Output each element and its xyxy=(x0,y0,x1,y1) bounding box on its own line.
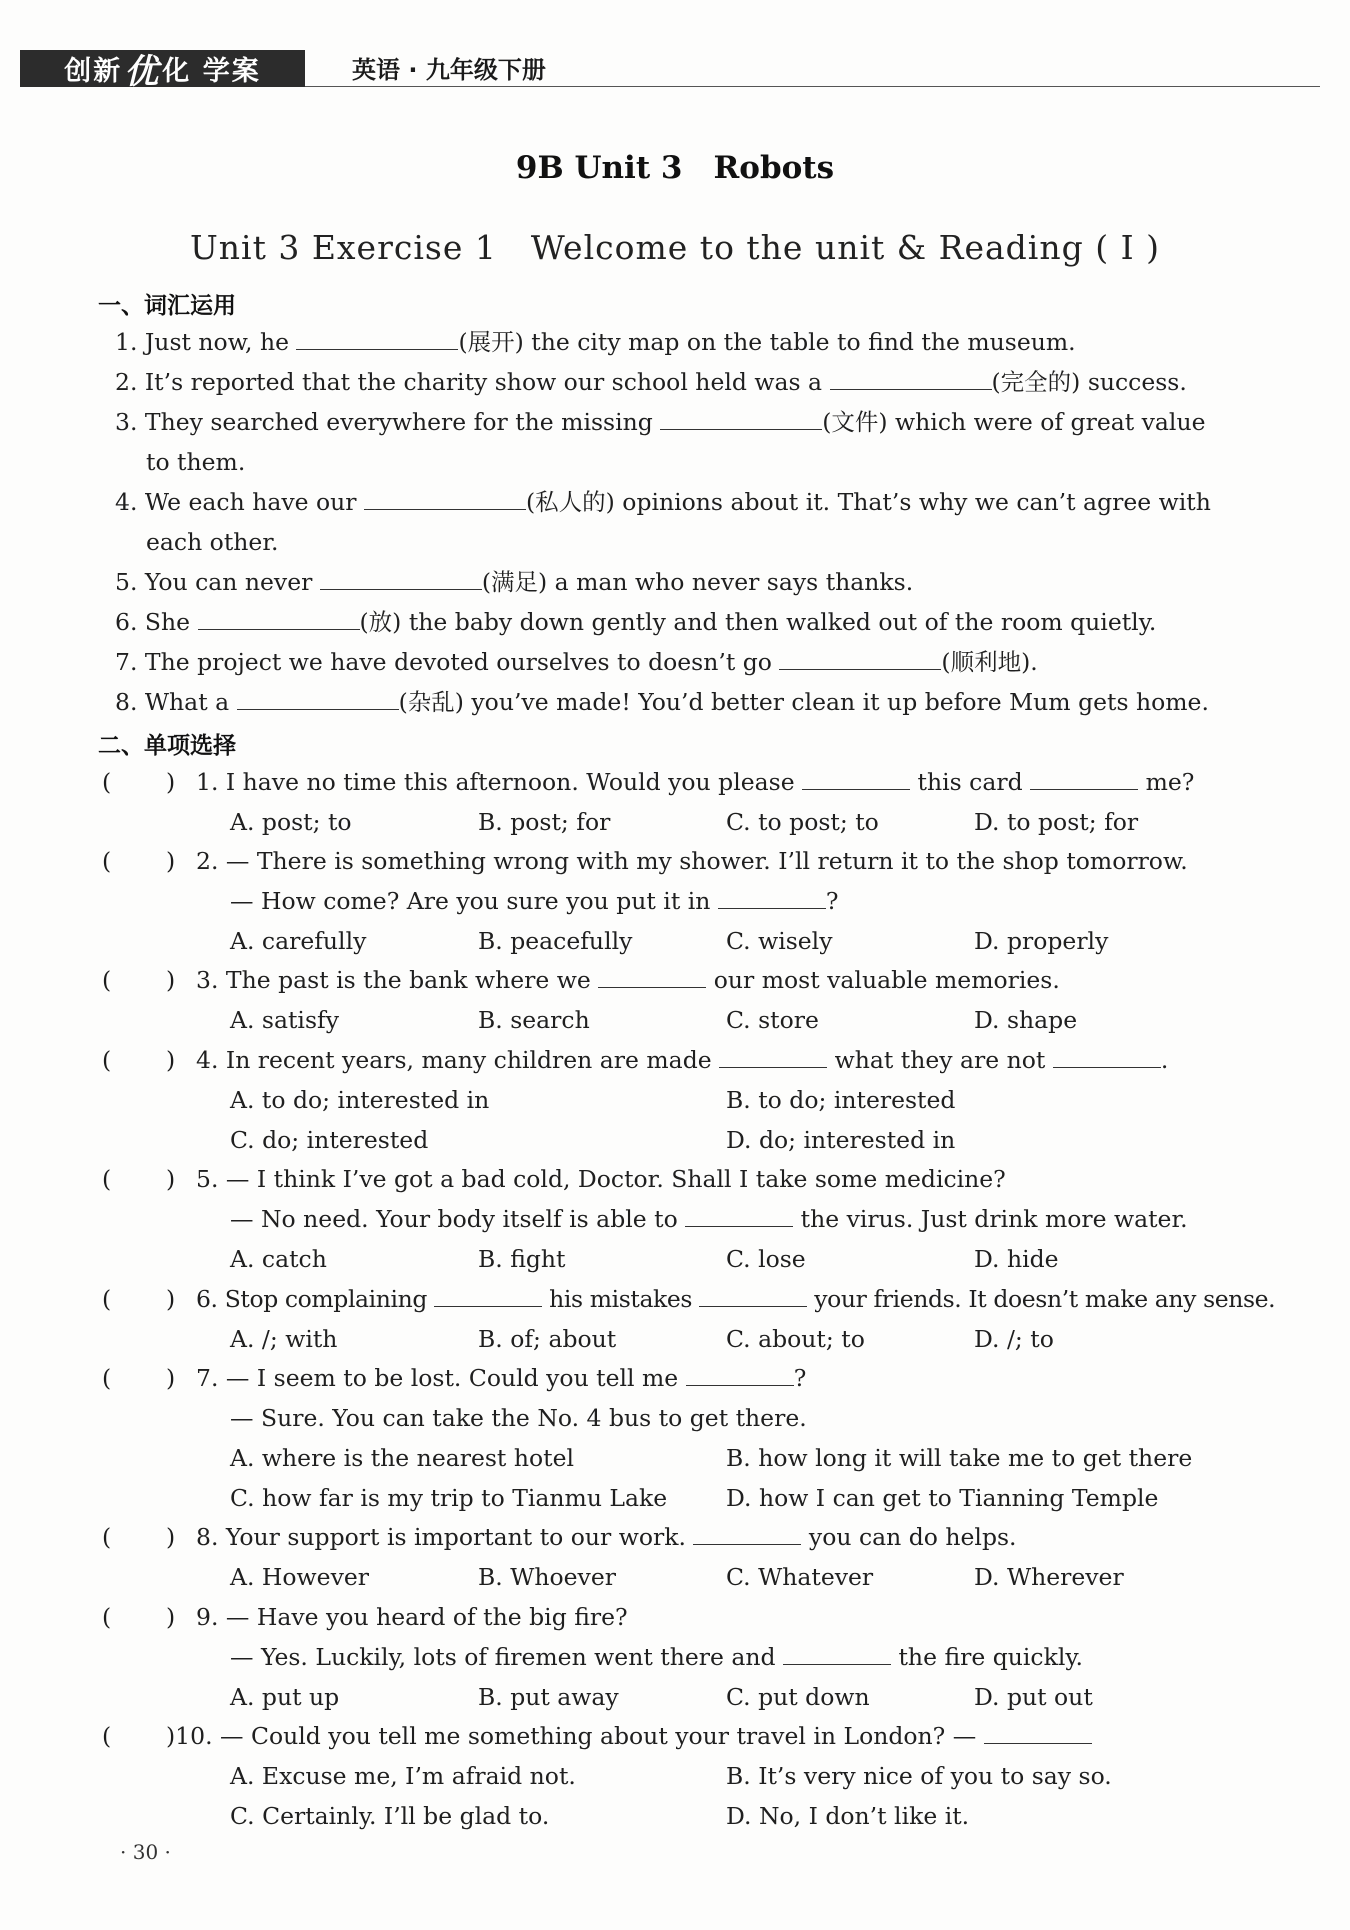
option-c[interactable]: C. store xyxy=(726,1006,819,1034)
mc-question-1 xyxy=(196,767,1194,797)
mc-question-5-line-2 xyxy=(230,1204,1188,1234)
option-a[interactable]: A. where is the nearest hotel xyxy=(230,1444,574,1472)
answer-bracket[interactable] xyxy=(102,1522,175,1552)
question-text: 2. It’s reported that the charity show our school held was a xyxy=(115,368,830,396)
vocab-question-1 xyxy=(115,327,1076,357)
option-a[interactable]: A. However xyxy=(230,1563,369,1591)
question-text: (完全的) success. xyxy=(991,368,1187,396)
option-b[interactable]: B. It’s very nice of you to say so. xyxy=(726,1762,1112,1790)
answer-bracket[interactable] xyxy=(102,965,175,995)
question-number: 5. xyxy=(196,1165,219,1193)
question-text: — Yes. Luckily, lots of firemen went there and xyxy=(230,1643,784,1671)
option-d[interactable]: D. hide xyxy=(974,1245,1059,1273)
answer-blank[interactable] xyxy=(718,886,826,909)
vocab-question-6 xyxy=(115,607,1156,637)
bracket-close: ) xyxy=(166,768,176,796)
mc-question-4 xyxy=(196,1045,1168,1075)
question-text: The past is the bank where we xyxy=(225,966,599,994)
question-number: 3. xyxy=(196,966,219,994)
bracket-close: ) xyxy=(166,1285,176,1313)
mc-question-7-line-2: — Sure. You can take the No. 4 bus to get there. xyxy=(230,1404,807,1432)
answer-blank[interactable] xyxy=(984,1721,1092,1744)
mc-question-9 xyxy=(196,1602,628,1632)
mc-question-9-line-2 xyxy=(230,1642,1083,1672)
option-d[interactable]: D. Wherever xyxy=(974,1563,1124,1591)
bracket-open: ( xyxy=(102,966,112,994)
question-text: 1. Just now, he xyxy=(115,328,297,356)
question-text: — Could you tell me something about your travel in London? — xyxy=(220,1722,984,1750)
question-number: 9. xyxy=(196,1603,219,1631)
mc-question-5 xyxy=(196,1164,1006,1194)
bracket-close: ) xyxy=(166,1603,176,1631)
question-number: 2. xyxy=(196,847,219,875)
page-number: · 30 · xyxy=(120,1840,171,1864)
question-text: the virus. Just drink more water. xyxy=(793,1205,1188,1233)
bracket-open: ( xyxy=(102,1603,112,1631)
question-text: (满足) a man who never says thanks. xyxy=(481,568,914,596)
answer-blank[interactable] xyxy=(719,1045,827,1068)
bracket-open: ( xyxy=(102,1165,112,1193)
answer-blank[interactable] xyxy=(1030,767,1138,790)
answer-blank[interactable] xyxy=(685,1204,793,1227)
answer-bracket[interactable] xyxy=(102,1045,175,1075)
vocab-question-3-continued: to them. xyxy=(146,448,246,476)
answer-blank[interactable] xyxy=(783,1642,891,1665)
question-number: 6. xyxy=(196,1285,218,1313)
question-text: our most valuable memories. xyxy=(706,966,1060,994)
question-text: — Have you heard of the big fire? xyxy=(225,1603,628,1631)
option-a[interactable]: A. post; to xyxy=(230,808,352,836)
vocab-question-7 xyxy=(115,647,1038,677)
question-text: — How come? Are you sure you put it in xyxy=(230,887,718,915)
answer-blank[interactable] xyxy=(802,767,910,790)
mc-question-6 xyxy=(196,1284,1275,1314)
question-text: — I seem to be lost. Could you tell me xyxy=(225,1364,686,1392)
bracket-open: ( xyxy=(102,1285,112,1313)
answer-bracket[interactable] xyxy=(102,1164,175,1194)
question-number: )10. xyxy=(166,1722,213,1750)
vocab-question-2 xyxy=(115,367,1187,397)
question-text: 3. They searched everywhere for the missing xyxy=(115,408,661,436)
question-text: — No need. Your body itself is able to xyxy=(230,1205,686,1233)
option-c[interactable]: C. how far is my trip to Tianmu Lake xyxy=(230,1484,668,1512)
header-subject: 英语 · 九年级下册 xyxy=(352,56,546,84)
option-d[interactable]: D. properly xyxy=(974,927,1109,955)
answer-blank[interactable] xyxy=(237,687,399,710)
option-b[interactable]: B. to do; interested xyxy=(726,1086,956,1114)
option-b[interactable]: B. post; for xyxy=(478,808,611,836)
question-text: (文件) which were of great value xyxy=(822,408,1206,436)
option-c[interactable]: C. do; interested xyxy=(230,1126,429,1154)
answer-blank[interactable] xyxy=(364,487,526,510)
option-a[interactable]: A. put up xyxy=(230,1683,340,1711)
bracket-close: ) xyxy=(166,966,176,994)
exercise-title: Unit 3 Exercise 1 Welcome to the unit & Reading ( Ⅰ ) xyxy=(189,228,1160,267)
question-text: Stop complaining xyxy=(224,1285,435,1313)
section-heading-vocabulary: 一、词汇运用 xyxy=(98,293,236,319)
bracket-open: ( xyxy=(102,1046,112,1074)
answer-blank[interactable] xyxy=(198,607,360,630)
option-d[interactable]: D. to post; for xyxy=(974,808,1139,836)
option-b[interactable]: B. Whoever xyxy=(478,1563,616,1591)
option-d[interactable]: D. do; interested in xyxy=(726,1126,956,1154)
question-text: Your support is important to our work. xyxy=(225,1523,694,1551)
option-a[interactable]: A. /; with xyxy=(230,1325,338,1353)
bracket-close: ) xyxy=(166,847,176,875)
vocab-question-4-continued: each other. xyxy=(146,528,279,556)
vocab-question-8 xyxy=(115,687,1209,717)
bracket-open: ( xyxy=(102,1722,112,1750)
option-c[interactable]: C. Certainly. I’ll be glad to. xyxy=(230,1802,550,1830)
option-c[interactable]: C. Whatever xyxy=(726,1563,874,1591)
option-d[interactable]: D. shape xyxy=(974,1006,1078,1034)
option-b[interactable]: B. peacefully xyxy=(478,927,633,955)
answer-blank[interactable] xyxy=(830,367,992,390)
question-text: (杂乱) you’ve made! You’d better clean it up before Mum gets home. xyxy=(398,688,1209,716)
option-c[interactable]: C. lose xyxy=(726,1245,806,1273)
option-b[interactable]: B. put away xyxy=(478,1683,619,1711)
question-text: (顺利地). xyxy=(941,648,1038,676)
section-heading-multiple-choice: 二、单项选择 xyxy=(98,733,236,759)
question-text: ? xyxy=(825,887,839,915)
question-text: ? xyxy=(793,1364,807,1392)
question-text: — There is something wrong with my shower. I’ll return it to the shop tomorrow. xyxy=(225,847,1188,875)
answer-bracket[interactable] xyxy=(102,1363,175,1393)
answer-bracket[interactable] xyxy=(102,1284,175,1314)
answer-blank[interactable] xyxy=(660,407,822,430)
question-text: In recent years, many children are made xyxy=(225,1046,720,1074)
question-text: 5. You can never xyxy=(115,568,320,596)
answer-blank[interactable] xyxy=(693,1522,801,1545)
answer-blank[interactable] xyxy=(686,1363,794,1386)
option-a[interactable]: A. to do; interested in xyxy=(230,1086,490,1114)
question-number: 4. xyxy=(196,1046,219,1074)
option-a[interactable]: A. catch xyxy=(230,1245,327,1273)
question-text: 4. We each have our xyxy=(115,488,364,516)
bracket-open: ( xyxy=(102,1364,112,1392)
bracket-close: ) xyxy=(166,1165,176,1193)
option-c[interactable]: C. put down xyxy=(726,1683,870,1711)
answer-bracket[interactable] xyxy=(102,767,175,797)
question-text: 8. What a xyxy=(115,688,237,716)
header-divider xyxy=(305,86,1320,87)
question-text: 7. The project we have devoted ourselves to doesn’t go xyxy=(115,648,780,676)
option-c[interactable]: C. to post; to xyxy=(726,808,879,836)
question-text: 6. She xyxy=(115,608,198,636)
vocab-question-4 xyxy=(115,487,1211,517)
question-text: I have no time this afternoon. Would you please xyxy=(225,768,803,796)
option-b[interactable]: B. fight xyxy=(478,1245,566,1273)
option-a[interactable]: A. Excuse me, I’m afraid not. xyxy=(230,1762,576,1790)
option-b[interactable]: B. search xyxy=(478,1006,590,1034)
bracket-open: ( xyxy=(102,847,112,875)
option-d[interactable]: D. put out xyxy=(974,1683,1093,1711)
question-text: (放) the baby down gently and then walked out of the room quietly. xyxy=(359,608,1157,636)
question-text: this card xyxy=(910,768,1031,796)
option-a[interactable]: A. satisfy xyxy=(230,1006,339,1034)
question-number: 1. xyxy=(196,768,219,796)
question-text: . xyxy=(1160,1046,1169,1074)
answer-blank[interactable] xyxy=(1053,1045,1161,1068)
option-c[interactable]: C. about; to xyxy=(726,1325,865,1353)
vocab-question-3 xyxy=(115,407,1206,437)
mc-question-8 xyxy=(196,1522,1017,1552)
question-number: 8. xyxy=(196,1523,219,1551)
unit-title: 9B Unit 3 Robots xyxy=(515,150,835,186)
question-text: me? xyxy=(1138,768,1195,796)
mc-question-7 xyxy=(196,1363,806,1393)
bracket-open: ( xyxy=(102,768,112,796)
answer-blank[interactable] xyxy=(434,1284,542,1307)
question-text: (私人的) opinions about it. That’s why we can’t agree with xyxy=(525,488,1211,516)
answer-blank[interactable] xyxy=(779,647,941,670)
option-b[interactable]: B. how long it will take me to get there xyxy=(726,1444,1193,1472)
mc-question-3 xyxy=(196,965,1060,995)
mc-question-2-line-2 xyxy=(230,886,838,916)
answer-bracket[interactable] xyxy=(102,1721,166,1751)
option-c[interactable]: C. wisely xyxy=(726,927,833,955)
answer-bracket[interactable] xyxy=(102,846,175,876)
bracket-close: ) xyxy=(166,1046,176,1074)
option-d[interactable]: D. No, I don’t like it. xyxy=(726,1802,970,1830)
answer-blank[interactable] xyxy=(296,327,458,350)
answer-bracket[interactable] xyxy=(102,1602,175,1632)
brand-text-pre: 创新 xyxy=(64,56,123,87)
answer-blank[interactable] xyxy=(699,1284,807,1307)
mc-question-2 xyxy=(196,846,1188,876)
vocab-question-5 xyxy=(115,567,913,597)
bracket-open: ( xyxy=(102,1523,112,1551)
brand-text-post: 化 学案 xyxy=(162,56,261,87)
question-text: (展开) the city map on the table to find the museum. xyxy=(458,328,1076,356)
question-number: 7. xyxy=(196,1364,219,1392)
question-text: you can do helps. xyxy=(801,1523,1017,1551)
option-d[interactable]: D. /; to xyxy=(974,1325,1054,1353)
bracket-close: ) xyxy=(166,1523,176,1551)
question-text: what they are not xyxy=(827,1046,1053,1074)
answer-blank[interactable] xyxy=(598,965,706,988)
option-b[interactable]: B. of; about xyxy=(478,1325,617,1353)
option-a[interactable]: A. carefully xyxy=(230,927,367,955)
question-text: — I think I’ve got a bad cold, Doctor. Shall I take some medicine? xyxy=(225,1165,1006,1193)
question-text: his mistakes xyxy=(542,1285,700,1313)
brand-logo xyxy=(20,50,305,92)
brand-text-accent: 优 xyxy=(124,52,161,92)
answer-blank[interactable] xyxy=(320,567,482,590)
mc-question-10 xyxy=(166,1721,1092,1751)
question-text: the fire quickly. xyxy=(891,1643,1083,1671)
question-text: your friends. It doesn’t make any sense. xyxy=(807,1285,1276,1313)
bracket-close: ) xyxy=(166,1364,176,1392)
option-d[interactable]: D. how I can get to Tianning Temple xyxy=(726,1484,1159,1512)
